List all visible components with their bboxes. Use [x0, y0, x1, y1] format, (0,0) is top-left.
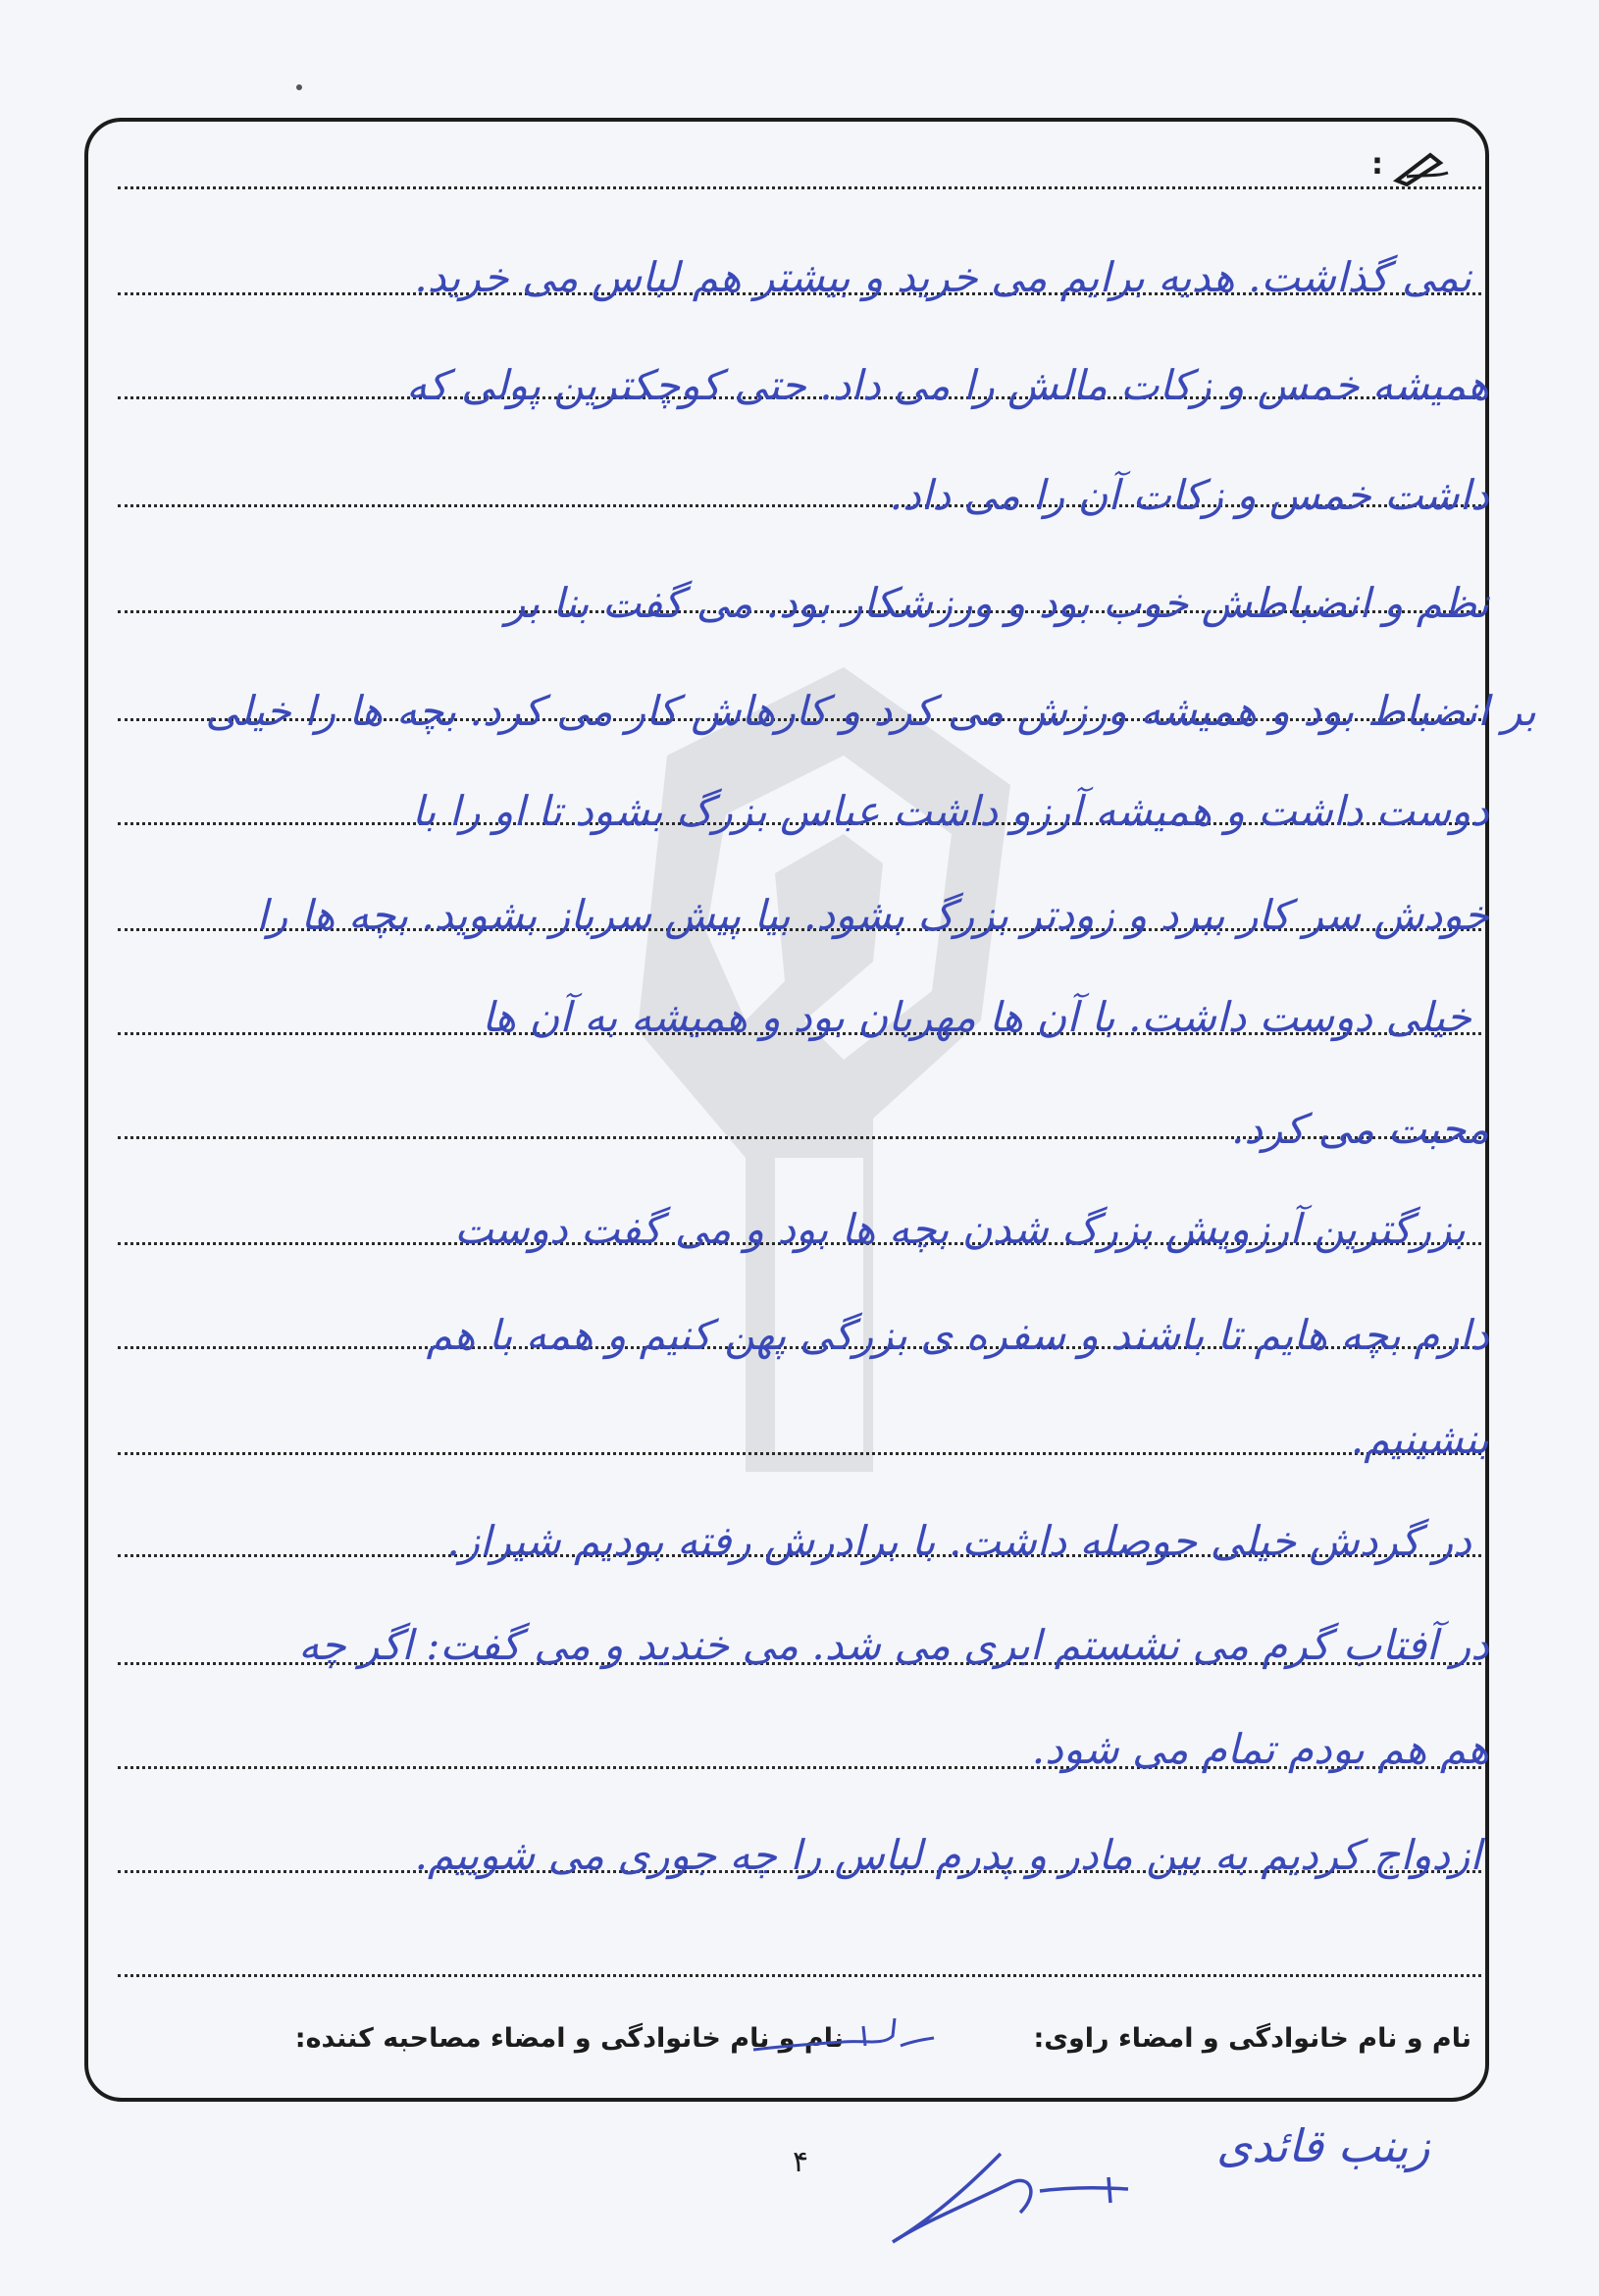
handwritten-line: ازدواج کردیم به بین مادر و پدرم لباس را چه جوری می شوییم. — [414, 1831, 1481, 1879]
handwritten-line: خیلی دوست داشت. با آن ها مهربان بود و همیشه به آن ها — [482, 993, 1471, 1041]
handwritten-line: نظم و انضباطش خوب بود و ورزشکار بود. می گفت بنا بر — [505, 579, 1489, 627]
handwritten-line: بر انضباط بود و همیشه ورزش می کرد و کارهاش کار می کرد. بچه ها را خیلی — [205, 687, 1536, 735]
interviewer-name-label: نام و نام خانوادگی و امضاء مصاحبه کننده: — [294, 2023, 844, 2054]
page-number: ۴ — [793, 2145, 809, 2179]
pen-colon: : — [1371, 147, 1383, 182]
narrator-signature-icon — [883, 2134, 1158, 2252]
handwritten-line: محبت می کرد. — [1231, 1105, 1489, 1153]
handwritten-line: در آفتاب گرم می نشستم ابری می شد. می خندید و می گفت: اگر چه — [298, 1621, 1489, 1669]
dotted-rule — [118, 186, 1481, 189]
dotted-rule — [118, 1452, 1481, 1455]
narrator-handwritten-name: زینب قائدی — [1216, 2119, 1430, 2172]
ink-speck — [296, 84, 302, 90]
handwritten-line: داشت خمس و زکات آن را می داد. — [889, 471, 1489, 519]
handwritten-line: در گردش خیلی حوصله داشت. با برادرش رفته بودیم شیراز. — [446, 1517, 1471, 1565]
dotted-rule — [118, 1974, 1481, 1977]
handwritten-line: بزرگترین آرزویش بزرگ شدن بچه ها بود و می گفت دوست — [454, 1205, 1466, 1253]
handwritten-line: خودش سر کار ببرد و زودتر بزرگ بشود. بیا پیش سرباز بشوید. بچه ها را — [256, 891, 1489, 939]
handwritten-line: دوست داشت و همیشه آرزو داشت عباس بزرگ بشود تا او را با — [411, 787, 1489, 835]
pen-writing-icon — [1393, 147, 1452, 186]
narrator-name-label: نام و نام خانوادگی و امضاء راوی: — [1033, 2023, 1471, 2054]
handwritten-line: دارم بچه هایم تا باشند و سفره ی بزرگی پهن کنیم و همه با هم — [426, 1311, 1489, 1359]
handwritten-line: بنشینیم. — [1350, 1415, 1489, 1463]
handwritten-line: هم هم بودم تمام می شود. — [1031, 1725, 1489, 1773]
interviewer-signature-icon — [746, 2007, 942, 2065]
handwritten-line: نمی گذاشت. هدیه برایم می خرید و بیشتر هم لباس می خرید. — [414, 253, 1471, 301]
handwritten-line: همیشه خمس و زکات مالش را می داد. حتی کوچکترین پولی که — [406, 361, 1489, 409]
